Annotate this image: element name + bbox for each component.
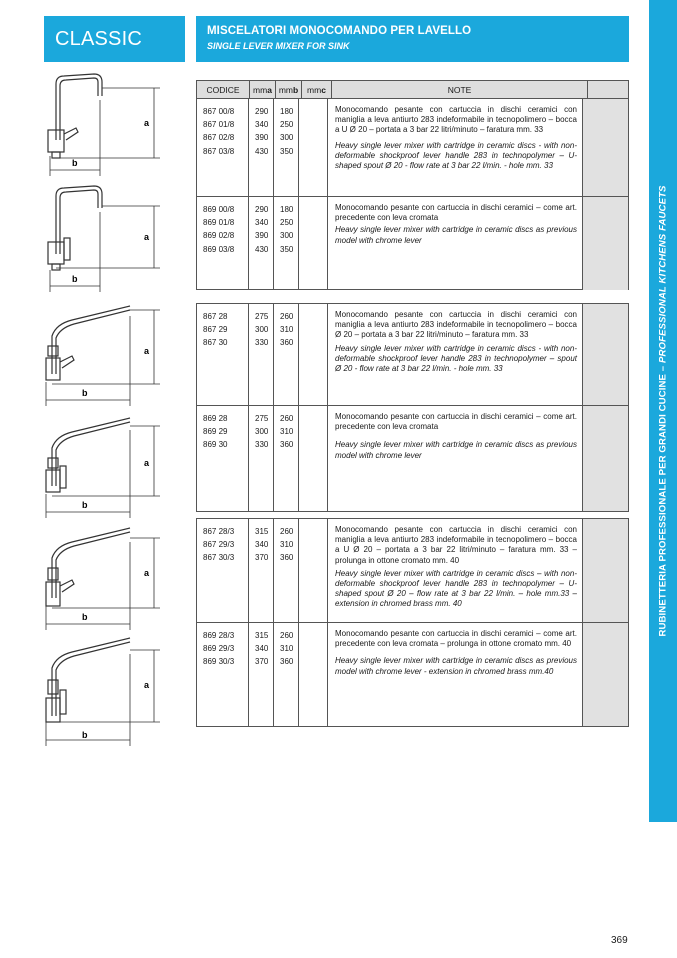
dim-b-cell xyxy=(274,519,299,622)
dim-b-cell xyxy=(274,99,299,196)
dim-a-label: a xyxy=(144,458,150,468)
dim-a-label: a xyxy=(144,232,150,242)
faucet-drawing-6 xyxy=(38,628,168,748)
code: 869 28/3 xyxy=(203,631,235,640)
side-caption xyxy=(658,185,669,636)
dim-b-label: b xyxy=(72,274,78,284)
faucet-drawing-2 xyxy=(38,182,168,297)
code: 869 28 xyxy=(203,414,228,423)
value: 340 xyxy=(255,120,269,130)
faucet-drawing-4 xyxy=(38,408,168,523)
value: 370 xyxy=(255,657,269,667)
dim-b-cell xyxy=(274,197,299,290)
extra-cell xyxy=(583,197,628,290)
value: 330 xyxy=(255,440,269,450)
note-cell xyxy=(328,304,583,405)
value: 310 xyxy=(280,540,294,550)
note-english: Heavy single lever mixer with cartridge in ceramic discs as previous model with chrome lever xyxy=(335,225,577,245)
header-mm-c xyxy=(302,81,332,98)
table-row xyxy=(197,623,628,726)
value: 360 xyxy=(280,440,294,450)
code: 869 30 xyxy=(203,440,228,450)
value: 310 xyxy=(280,427,294,437)
value: 340 xyxy=(255,218,269,228)
note-italian: Monocomando pesante con cartuccia in dischi ceramici – come art. precedente con leva cromata – prolunga in ottone cromato mm. 40 xyxy=(335,629,577,649)
side-caption-italic: PROFESSIONAL KITCHENS FAUCETS xyxy=(657,185,669,364)
code: 867 03/8 xyxy=(203,146,235,156)
dim-b-label: b xyxy=(82,612,88,622)
code: 867 28 xyxy=(203,312,228,321)
value: 300 xyxy=(280,231,294,241)
category-badge: CLASSIC xyxy=(44,16,185,62)
faucet-drawing-1 xyxy=(38,70,168,185)
note-cell xyxy=(328,519,583,622)
code: 869 03/8 xyxy=(203,244,235,254)
dim-c-cell xyxy=(299,99,328,196)
note-italian: Monocomando pesante con cartuccia in dischi ceramici – come art. precedente con leva cromata xyxy=(335,412,577,432)
code: 867 29 xyxy=(203,325,228,335)
value: 310 xyxy=(280,325,294,335)
note-english: Heavy single lever mixer with cartridge in ceramic discs as previous model with chrome lever - extension in chromed brass mm.40 xyxy=(335,656,577,676)
header-mm-text: mm xyxy=(307,84,322,95)
header-codice: CODICE xyxy=(197,81,250,98)
table-row xyxy=(197,99,628,197)
note-italian: Monocomando pesante con cartuccia in dischi ceramici con maniglia a leva antiurto 283 indeformabile in tecnopolimero – bocca Ø 20 – portata a 3 bar 22 litri/minuto – faratura mm. 33 xyxy=(335,310,577,340)
value: 360 xyxy=(280,338,294,348)
value: 300 xyxy=(255,427,269,437)
faucet-drawing-3 xyxy=(38,296,168,411)
value: 350 xyxy=(280,244,294,254)
value: 430 xyxy=(255,146,269,156)
note-italian: Monocomando pesante con cartuccia in dischi ceramici con maniglia a leva antiurto 283 indeformabile in tecnopolimero – bocca a U Ø 20 – portata a 3 bar 22 litri/minuto – faratura mm. 33 xyxy=(335,105,577,135)
code: 869 00/8 xyxy=(203,205,235,214)
value: 340 xyxy=(255,644,269,654)
note-italian: Monocomando pesante con cartuccia in dischi ceramici – come art. precedente con leva cromata xyxy=(335,203,577,223)
value: 300 xyxy=(280,133,294,143)
value: 315 xyxy=(255,631,269,640)
dim-c-cell xyxy=(299,304,328,405)
dim-b-label: b xyxy=(82,388,88,398)
note-english: Heavy single lever mixer with cartridge in ceramic discs - with non-deformable shockproof lever handle 283 in technopolymer – U-shaped spout Ø 20 - flow rate at 3 bar 22 l/min. - hole mm. 33 xyxy=(335,140,577,171)
value: 180 xyxy=(280,205,294,214)
table-row xyxy=(197,406,628,511)
value: 260 xyxy=(280,631,294,640)
dim-a-cell xyxy=(249,623,274,726)
dim-a-label: a xyxy=(144,118,150,128)
side-caption-main: RUBINETTERIA PROFESSIONALE PER GRANDI CUCINE xyxy=(657,373,669,637)
product-table-1 xyxy=(196,80,629,290)
value: 340 xyxy=(255,540,269,550)
codes-cell xyxy=(197,99,249,196)
code: 867 01/8 xyxy=(203,120,235,130)
page-number: 369 xyxy=(611,935,628,946)
header-b: b xyxy=(292,84,299,95)
value: 350 xyxy=(280,146,294,156)
note-cell xyxy=(328,406,583,511)
header-mm-a xyxy=(250,81,276,98)
page-title: MISCELATORI MONOCOMANDO PER LAVELLO xyxy=(207,25,472,37)
title-bar xyxy=(196,16,629,62)
extra-cell xyxy=(583,623,628,726)
note-english: Heavy single lever mixer with cartridge in ceramic discs – with non-deformable shockproof lever handle 283 in technopolymer – U-shaped spout Ø 20 – flow rate at 3 bar 22 l/min. – hole mm.33 – extension in chromed brass mm. 40 xyxy=(335,568,577,609)
dim-a-cell xyxy=(249,406,274,511)
value: 360 xyxy=(280,657,294,667)
note-italian: Monocomando pesante con cartuccia in dischi ceramici con maniglia a leva antiurto 283 indeformabile in tecnopolimero – bocca a U Ø 20 – portata a 3 bar 22 litri/minuto – faratura mm. 33 – prolunga in ottone cromato mm. 40 xyxy=(335,525,577,565)
header-mm-text: mm xyxy=(278,84,293,95)
code: 869 01/8 xyxy=(203,218,235,228)
dim-a-cell xyxy=(249,197,274,290)
dim-a-cell xyxy=(249,99,274,196)
dim-a-cell xyxy=(249,304,274,405)
dim-c-cell xyxy=(299,519,328,622)
value: 290 xyxy=(255,205,269,214)
value: 390 xyxy=(255,133,269,143)
code: 869 29 xyxy=(203,427,228,437)
value: 300 xyxy=(255,325,269,335)
header-c: c xyxy=(321,84,326,95)
value: 310 xyxy=(280,644,294,654)
value: 260 xyxy=(280,312,294,321)
value: 260 xyxy=(280,414,294,423)
header-extra xyxy=(588,81,628,98)
table-row xyxy=(197,304,628,406)
product-table-2 xyxy=(196,303,629,512)
dim-c-cell xyxy=(299,406,328,511)
extra-cell xyxy=(583,304,628,405)
code: 869 30/3 xyxy=(203,657,235,667)
note-english: Heavy single lever mixer with cartridge in ceramic discs - with non-deformable shockproof lever handle 283 in technopolymer – spout Ø 20 - flow rate at 3 bar 22 l/min. - hole mm. 33 xyxy=(335,343,577,374)
value: 290 xyxy=(255,107,269,116)
code: 869 02/8 xyxy=(203,231,235,241)
code: 867 30/3 xyxy=(203,553,235,563)
codes-cell xyxy=(197,304,249,405)
dim-a-label: a xyxy=(144,568,150,578)
side-caption-dash: – xyxy=(657,363,669,374)
value: 360 xyxy=(280,553,294,563)
codes-cell xyxy=(197,623,249,726)
note-english: Heavy single lever mixer with cartridge in ceramic discs as previous model with chrome lever xyxy=(335,440,577,460)
dim-b-cell xyxy=(274,623,299,726)
note-cell xyxy=(328,623,583,726)
codes-cell xyxy=(197,519,249,622)
dim-a-cell xyxy=(249,519,274,622)
value: 430 xyxy=(255,244,269,254)
note-cell xyxy=(328,99,583,196)
code: 867 28/3 xyxy=(203,527,235,536)
table-row xyxy=(197,197,628,290)
value: 330 xyxy=(255,338,269,348)
header-mm-text: mm xyxy=(253,84,268,95)
dim-b-label: b xyxy=(82,500,88,510)
extra-cell xyxy=(583,519,628,622)
codes-cell xyxy=(197,197,249,290)
page-subtitle: SINGLE LEVER MIXER FOR SINK xyxy=(207,41,350,51)
table-row xyxy=(197,519,628,623)
dim-c-cell xyxy=(299,197,328,290)
header-a: a xyxy=(267,84,272,95)
code: 867 30 xyxy=(203,338,228,348)
code: 867 02/8 xyxy=(203,133,235,143)
code: 867 29/3 xyxy=(203,540,235,550)
dim-b-label: b xyxy=(82,730,88,740)
value: 315 xyxy=(255,527,269,536)
dim-b-label: b xyxy=(72,158,78,168)
value: 180 xyxy=(280,107,294,116)
code: 869 29/3 xyxy=(203,644,235,654)
dim-b-cell xyxy=(274,304,299,405)
note-cell xyxy=(328,197,583,290)
header-note: NOTE xyxy=(332,81,588,98)
value: 390 xyxy=(255,231,269,241)
codes-cell xyxy=(197,406,249,511)
table-header xyxy=(197,81,628,99)
extra-cell xyxy=(583,99,628,196)
value: 250 xyxy=(280,120,294,130)
value: 260 xyxy=(280,527,294,536)
value: 275 xyxy=(255,414,269,423)
value: 275 xyxy=(255,312,269,321)
product-table-3 xyxy=(196,518,629,727)
dim-a-label: a xyxy=(144,346,150,356)
dim-b-cell xyxy=(274,406,299,511)
extra-cell xyxy=(583,406,628,511)
code: 867 00/8 xyxy=(203,107,235,116)
dim-a-label: a xyxy=(144,680,150,690)
faucet-drawing-5 xyxy=(38,518,168,633)
value: 250 xyxy=(280,218,294,228)
value: 370 xyxy=(255,553,269,563)
header-mm-b xyxy=(276,81,302,98)
dim-c-cell xyxy=(299,623,328,726)
